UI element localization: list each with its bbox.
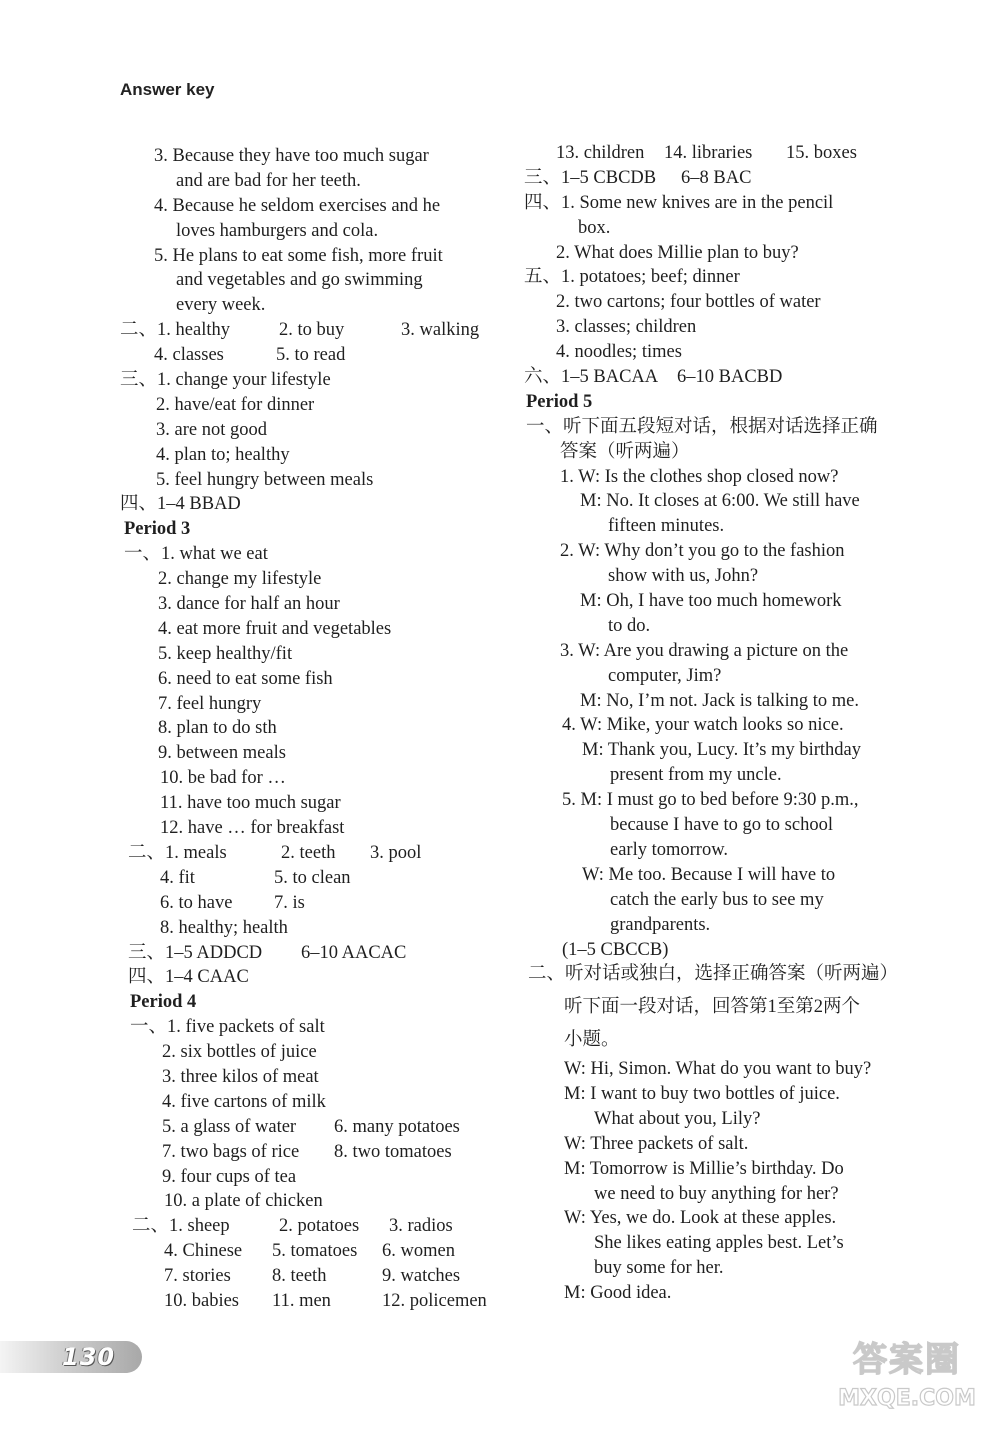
- answer-line: [120, 916, 510, 941]
- answer-text: 4. noodles; times: [556, 342, 682, 363]
- answer-line: [120, 368, 510, 393]
- answer-line: [524, 639, 904, 664]
- answer-line: [120, 841, 510, 866]
- page-header: Answer key: [120, 80, 215, 99]
- answer-text: and are bad for her teeth.: [176, 170, 361, 191]
- answer-line: [524, 1082, 904, 1107]
- answer-text: to do.: [608, 615, 651, 636]
- answer-text: M: Thank you, Lucy. It’s my birthday: [582, 740, 862, 761]
- answer-line: [120, 965, 510, 990]
- answer-text: 1–4 BBAD: [157, 494, 241, 515]
- answer-text: 5. keep healthy/fit: [158, 643, 293, 664]
- answer-line: [524, 763, 904, 788]
- section-number: 三、: [128, 942, 166, 963]
- answer-item: 1. healthy: [157, 320, 230, 341]
- answer-text: 2. two cartons; four bottles of water: [556, 292, 821, 313]
- answer-item: 6–10 AACAC: [301, 942, 407, 963]
- answer-text: 4. W: Mike, your watch looks so nice.: [562, 715, 844, 736]
- answer-text: 5. M: I must go to bed before 9:30 p.m.,: [562, 790, 859, 811]
- answer-text: 4. plan to; healthy: [156, 444, 290, 465]
- answer-text: 4. eat more fruit and vegetables: [158, 618, 392, 639]
- answer-text: 3. classes; children: [556, 317, 697, 338]
- answer-line: [120, 418, 510, 443]
- answer-text: 1–4 CAAC: [165, 967, 249, 988]
- section-number: 二、: [120, 320, 158, 341]
- answer-text: 9. between meals: [158, 743, 286, 764]
- answer-item: 10. babies: [164, 1290, 240, 1311]
- answer-text: 10. a plate of chicken: [164, 1191, 323, 1212]
- answer-item: 7. two bags of rice: [162, 1141, 300, 1162]
- answer-text: 1. what we eat: [161, 544, 268, 565]
- answer-text: computer, Jim?: [608, 665, 722, 686]
- section-number: 五、: [524, 267, 562, 288]
- answer-item: 2. potatoes: [279, 1216, 360, 1237]
- answer-line: [524, 265, 904, 290]
- answer-text: 9. four cups of tea: [162, 1166, 297, 1187]
- period-heading: [524, 390, 904, 415]
- answer-line: [524, 1231, 904, 1256]
- answer-line: [120, 492, 510, 517]
- answer-line: [524, 938, 904, 963]
- answer-line: [524, 788, 904, 813]
- section-number: 一、: [130, 1017, 168, 1038]
- answer-line: [524, 1028, 904, 1053]
- watermark-logo: [822, 1338, 992, 1418]
- answer-line: [120, 791, 510, 816]
- answer-line: [120, 1214, 510, 1239]
- answer-item: 15. boxes: [786, 143, 857, 163]
- answer-line: [524, 1206, 904, 1231]
- answer-item: 3. radios: [389, 1216, 453, 1237]
- answer-text: 1. Some new knives are in the pencil: [561, 192, 834, 213]
- answer-text: grandparents.: [610, 914, 711, 935]
- section-number: 三、: [120, 370, 158, 391]
- answer-text: 3. dance for half an hour: [158, 594, 340, 615]
- answer-line: [120, 1090, 510, 1115]
- answer-text: 12. have … for breakfast: [160, 818, 345, 839]
- answer-text: 2. six bottles of juice: [162, 1042, 317, 1063]
- answer-line: [120, 1239, 510, 1264]
- answer-line: [524, 888, 904, 913]
- answer-text: 听对话或独白，选择正确答案（听两遍）: [565, 964, 899, 985]
- answer-line: [120, 592, 510, 617]
- answer-line: [120, 1140, 510, 1165]
- answer-line: [120, 1115, 510, 1140]
- answer-line: [120, 468, 510, 493]
- answer-line: [120, 1264, 510, 1289]
- section-number: 四、: [524, 192, 562, 213]
- answer-text: 2. What does Millie plan to buy?: [556, 242, 799, 263]
- answer-item: 1. meals: [165, 842, 227, 863]
- answer-text: 8. healthy; health: [160, 917, 288, 938]
- answer-item: 3. pool: [370, 842, 422, 863]
- period-heading: [120, 517, 510, 542]
- answer-text: 11. have too much sugar: [160, 793, 341, 814]
- answer-text: 1. potatoes; beef; dinner: [561, 267, 740, 288]
- answer-line: [524, 440, 904, 465]
- answer-line: [524, 1182, 904, 1207]
- answer-line: [524, 813, 904, 838]
- answer-text: W: Hi, Simon. What do you want to buy?: [564, 1059, 872, 1080]
- period-title: Period 5: [526, 391, 593, 412]
- answer-line: [524, 614, 904, 639]
- answer-line: [120, 268, 510, 293]
- answer-text: 10. be bad for …: [160, 768, 286, 789]
- answer-text: 2. change my lifestyle: [158, 569, 322, 590]
- answer-text: She likes eating apples best. Let’s: [594, 1233, 844, 1254]
- answer-item: 3. walking: [401, 320, 480, 341]
- answer-line: [120, 941, 510, 966]
- answer-line: [524, 415, 904, 440]
- answer-line: [120, 891, 510, 916]
- answer-line: [120, 194, 510, 219]
- answer-line: [120, 642, 510, 667]
- answer-text: 1. five packets of salt: [167, 1017, 325, 1038]
- answer-line: [524, 290, 904, 315]
- answer-item: 13. children: [556, 143, 645, 163]
- answer-text: W: Me too. Because I will have to: [582, 864, 836, 885]
- answer-item: 6. women: [382, 1241, 455, 1262]
- answer-line: [524, 216, 904, 241]
- section-number: 三、: [524, 167, 562, 188]
- answer-text: because I have to go to school: [610, 815, 833, 836]
- answer-line: [524, 1132, 904, 1157]
- answer-text: 5. He plans to eat some fish, more fruit: [154, 245, 443, 266]
- answer-line: [120, 542, 510, 567]
- page-number: 130: [62, 1343, 116, 1371]
- answer-line: [120, 692, 510, 717]
- answer-item: 7. is: [274, 892, 305, 913]
- answer-text: 8. plan to do sth: [158, 718, 277, 739]
- answer-item: 1–5 CBCDB: [561, 167, 657, 188]
- answer-line: [120, 766, 510, 791]
- section-number: 六、: [524, 367, 562, 388]
- answer-line: [524, 340, 904, 365]
- answer-item: 8. two tomatoes: [334, 1141, 452, 1162]
- answer-line: [120, 1165, 510, 1190]
- answer-text: W: Three packets of salt.: [564, 1133, 749, 1154]
- answer-line: [120, 343, 510, 368]
- answer-item: 6–8 BAC: [681, 167, 752, 188]
- answer-line: [120, 443, 510, 468]
- answer-item: 5. a glass of water: [162, 1116, 297, 1137]
- answer-item: 12. policemen: [382, 1290, 487, 1311]
- answer-line: [120, 244, 510, 269]
- answer-text: 5. feel hungry between meals: [156, 469, 374, 490]
- answer-line: [120, 741, 510, 766]
- answer-line: [524, 689, 904, 714]
- answer-line: [120, 293, 510, 318]
- answer-text: catch the early bus to see my: [610, 889, 824, 910]
- answer-item: 5. to read: [276, 345, 346, 366]
- answer-line: [120, 393, 510, 418]
- answer-line: [524, 738, 904, 763]
- section-number: 二、: [528, 964, 566, 985]
- answer-item: 2. to buy: [279, 320, 345, 341]
- answer-text: show with us, John?: [608, 566, 759, 587]
- section-number: 四、: [120, 494, 158, 515]
- section-number: 二、: [128, 842, 166, 863]
- answer-text: and vegetables and go swimming: [176, 270, 423, 291]
- answer-line: [524, 995, 904, 1020]
- answer-text: fifteen minutes.: [608, 516, 725, 537]
- answer-line: [524, 962, 904, 987]
- answer-item: 6. many potatoes: [334, 1116, 460, 1137]
- answer-line: [120, 567, 510, 592]
- answer-text: (1–5 CBCCB): [562, 939, 669, 960]
- section-number: 四、: [128, 967, 166, 988]
- answer-text: present from my uncle.: [610, 765, 782, 786]
- answer-text: 6. need to eat some fish: [158, 668, 333, 689]
- answer-line: [120, 816, 510, 841]
- answer-text: every week.: [176, 295, 266, 316]
- answer-line: [524, 863, 904, 888]
- answer-line: [524, 564, 904, 589]
- answer-line: [120, 1189, 510, 1214]
- answer-line: [524, 166, 904, 191]
- answer-text: M: No. It closes at 6:00. We still have: [580, 491, 860, 512]
- answer-item: 4. classes: [154, 345, 224, 366]
- answer-item: 14. libraries: [664, 143, 753, 163]
- answer-line: [120, 1015, 510, 1040]
- answer-line: [120, 716, 510, 741]
- answer-text: 3. three kilos of meat: [162, 1066, 319, 1087]
- answer-item: 1. sheep: [169, 1216, 230, 1237]
- answer-text: buy some for her.: [594, 1258, 724, 1279]
- answer-line: [524, 664, 904, 689]
- answer-item: 6–10 BACBD: [677, 367, 783, 388]
- watermark-text: 答案圈: [853, 1340, 961, 1380]
- answer-item: 6. to have: [160, 892, 233, 913]
- answer-line: [524, 1281, 904, 1306]
- answer-text: 4. Because he seldom exercises and he: [154, 195, 441, 216]
- answer-line: [120, 169, 510, 194]
- answer-text: 3. Because they have too much sugar: [154, 146, 429, 166]
- answer-line: [524, 713, 904, 738]
- answer-text: 听下面五段短对话，根据对话选择正确: [563, 416, 878, 437]
- page-number-tab: [0, 1341, 142, 1373]
- answer-item: 2. teeth: [281, 842, 336, 863]
- answer-text: early tomorrow.: [610, 839, 728, 860]
- answer-line: [524, 539, 904, 564]
- period-title: Period 4: [130, 992, 197, 1013]
- answer-line: [120, 1040, 510, 1065]
- answer-item: 1–5 ADDCD: [165, 942, 263, 963]
- answer-text: What about you, Lily?: [594, 1108, 761, 1129]
- answer-item: 4. Chinese: [164, 1241, 243, 1262]
- answer-text: 1. W: Is the clothes shop closed now?: [560, 466, 839, 487]
- answer-text: M: Tomorrow is Millie’s birthday. Do: [564, 1158, 844, 1179]
- answer-item: 8. teeth: [272, 1266, 327, 1287]
- answer-text: 答案（听两遍）: [560, 441, 690, 462]
- answer-line: [524, 1256, 904, 1281]
- left-answer-column: [120, 144, 510, 1314]
- section-number: 一、: [526, 416, 564, 437]
- answer-text: M: Good idea.: [564, 1283, 672, 1304]
- answer-line: [120, 667, 510, 692]
- answer-line: [120, 866, 510, 891]
- answer-line: [120, 219, 510, 244]
- answer-line: [524, 1057, 904, 1082]
- answer-item: 9. watches: [382, 1266, 461, 1287]
- section-number: 一、: [124, 544, 162, 565]
- answer-line: [120, 318, 510, 343]
- answer-text: 小题。: [564, 1030, 620, 1051]
- answer-line: [524, 191, 904, 216]
- answer-line: [524, 489, 904, 514]
- answer-item: 4. fit: [160, 867, 195, 888]
- answer-line: [524, 913, 904, 938]
- answer-line: [524, 465, 904, 490]
- answer-item: 5. tomatoes: [272, 1241, 358, 1262]
- answer-line: [524, 838, 904, 863]
- answer-text: 7. feel hungry: [158, 693, 262, 714]
- answer-line: [120, 144, 510, 169]
- answer-line: [524, 365, 904, 390]
- answer-text: 3. are not good: [156, 419, 267, 440]
- answer-text: 2. have/eat for dinner: [156, 394, 315, 415]
- answer-text: M: I want to buy two bottles of juice.: [564, 1083, 840, 1104]
- watermark-url: MXQE.COM: [838, 1386, 976, 1411]
- answer-item: 1–5 BACAA: [561, 367, 659, 388]
- answer-line: [524, 315, 904, 340]
- answer-line: [524, 514, 904, 539]
- answer-text: we need to buy anything for her?: [594, 1183, 839, 1204]
- answer-item: 11. men: [272, 1290, 331, 1311]
- answer-text: 1. change your lifestyle: [157, 370, 331, 391]
- answer-text: W: Yes, we do. Look at these apples.: [564, 1208, 837, 1229]
- answer-line: [524, 241, 904, 266]
- period-heading: [120, 990, 510, 1015]
- answer-line: [524, 1157, 904, 1182]
- answer-text: M: Oh, I have too much homework: [580, 591, 842, 612]
- answer-text: loves hamburgers and cola.: [176, 220, 379, 241]
- answer-line: [524, 1107, 904, 1132]
- answer-text: 4. five cartons of milk: [162, 1091, 326, 1112]
- answer-text: 3. W: Are you drawing a picture on the: [560, 640, 849, 661]
- answer-item: 5. to clean: [274, 867, 351, 888]
- right-answer-column: [524, 141, 904, 1306]
- answer-text: box.: [578, 217, 611, 238]
- answer-text: 听下面一段对话，回答第1至第2两个: [564, 997, 861, 1018]
- answer-text: 2. W: Why don’t you go to the fashion: [560, 541, 845, 562]
- answer-line: [120, 617, 510, 642]
- answer-line: [524, 589, 904, 614]
- section-number: 二、: [132, 1216, 170, 1237]
- answer-line: [120, 1065, 510, 1090]
- answer-line: [524, 141, 904, 166]
- answer-text: M: No, I’m not. Jack is talking to me.: [580, 690, 860, 711]
- answer-line: [120, 1289, 510, 1314]
- period-title: Period 3: [124, 519, 191, 540]
- answer-item: 7. stories: [164, 1266, 231, 1287]
